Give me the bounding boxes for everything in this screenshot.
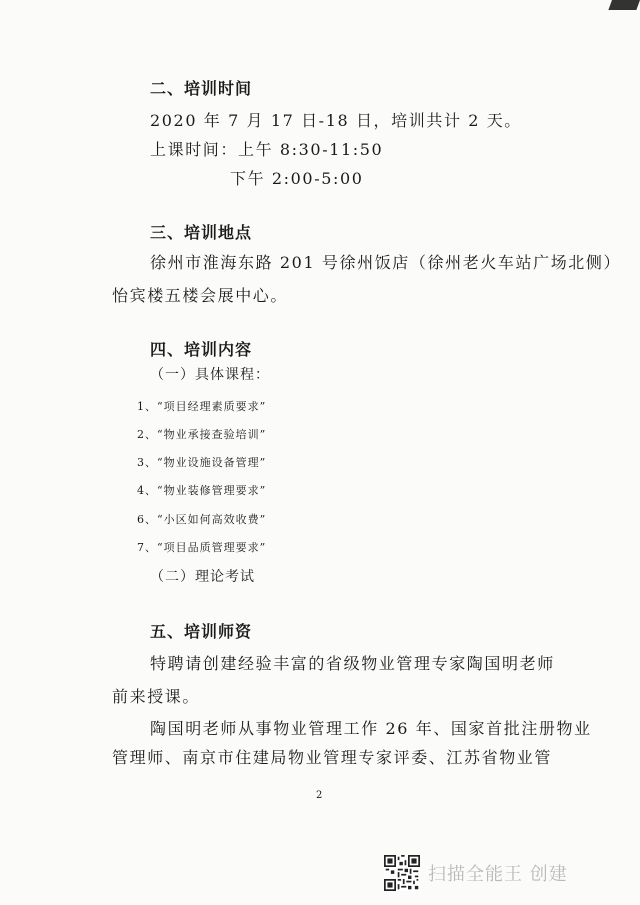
training-dates: 2020 年 7 月 17 日-18 日，培训共计 2 天。	[150, 111, 522, 130]
scanner-watermark	[384, 855, 568, 891]
instructor-para-2-line-1: 陶国明老师从事物业管理工作 26 年、国家首批注册物业	[150, 719, 592, 738]
course-item: 7、“项目品质管理要求”	[137, 541, 267, 554]
course-item: 2、“物业承接查验培训”	[137, 428, 267, 441]
qr-code-icon	[384, 855, 420, 891]
section-2-heading: 二、培训时间	[150, 79, 253, 98]
address-line-2: 怡宾楼五楼会展中心。	[112, 286, 289, 305]
instructor-para-1-line-2: 前来授课。	[112, 687, 201, 706]
subsection-exam: （二）理论考试	[150, 569, 255, 585]
section-5-heading: 五、培训师资	[150, 622, 253, 641]
class-time-morning: 上课时间：上午 8:30-11:50	[150, 140, 384, 159]
course-item: 4、“物业装修管理要求”	[137, 484, 267, 497]
instructor-para-1-line-1: 特聘请创建经验丰富的省级物业管理专家陶国明老师	[150, 654, 555, 673]
page-number: 2	[316, 790, 323, 801]
scan-corner-mark	[608, 0, 640, 10]
section-3-heading: 三、培训地点	[150, 223, 253, 242]
class-time-afternoon: 下午 2:00-5:00	[230, 169, 364, 188]
watermark-text: 扫描全能王 创建	[428, 864, 568, 885]
course-item: 6、“小区如何高效收费”	[137, 513, 267, 526]
section-4-heading: 四、培训内容	[150, 340, 253, 359]
course-item: 1、“项目经理素质要求”	[137, 400, 267, 413]
subsection-courses: （一）具体课程：	[150, 367, 270, 383]
course-item: 3、“物业设施设备管理”	[137, 456, 267, 469]
address-line-1: 徐州市淮海东路 201 号徐州饭店（徐州老火车站广场北侧）	[150, 253, 622, 272]
instructor-para-2-line-2: 管理师、南京市住建局物业管理专家评委、江苏省物业管	[112, 748, 553, 767]
